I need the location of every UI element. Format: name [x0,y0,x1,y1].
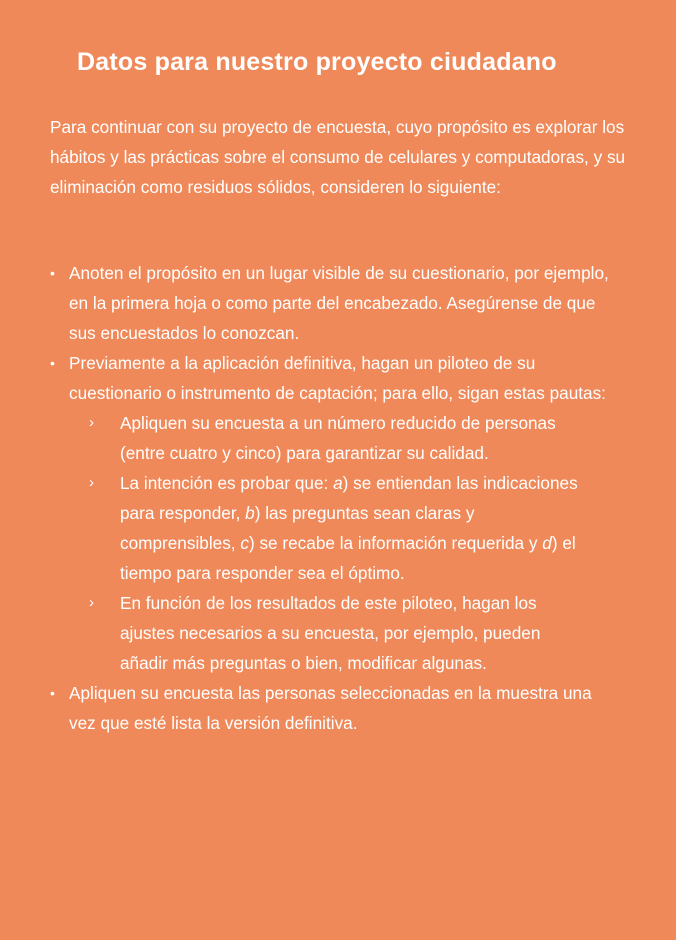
option-letter: b [245,503,255,523]
intro-paragraph: Para continuar con su proyecto de encuesta, cuyo propósito es explorar los hábitos y las prácticas sobre el consumo de celulares y computadoras, y su eliminación como residuos sólidos, consideren lo siguiente: [50,117,626,197]
option-letter: a [333,473,343,493]
sub-item-text: La intención es probar que: a) se entiendan las indicaciones para responder, b) las preguntas sean claras y comprensibles, c) se recabe la información requerida y d) el tiempo para responder sea el óptimo. [120,473,578,583]
bullet-item [50,678,610,738]
sub-item-text: En función de los resultados de este piloteo, hagan los ajustes necesarios a su encuesta, por ejemplo, pueden añadir más preguntas o bien, modificar algunas. [120,593,541,673]
bullet-text: Previamente a la aplicación definitiva, hagan un piloteo de su cuestionario o instrumento de captación; para ello, sigan estas pautas: [69,353,606,403]
bullet-list [50,258,610,738]
sub-list [69,408,610,678]
bullet-icon: • [50,265,55,281]
sub-item [69,408,590,468]
option-letter: c [240,533,249,553]
sub-item [69,588,590,678]
page-title: Datos para nuestro proyecto ciudadano [77,48,557,76]
sub-item [69,468,590,588]
chevron-right-icon: › [89,594,94,611]
option-letter: d [542,533,552,553]
bullet-icon: • [50,355,55,371]
bullet-icon: • [50,685,55,701]
bullet-item [50,348,610,678]
sub-item-text: Apliquen su encuesta a un número reducido de personas (entre cuatro y cinco) para garantizar su calidad. [120,413,556,463]
bullet-text: Anoten el propósito en un lugar visible de su cuestionario, por ejemplo, en la primera hoja o como parte del encabezado. Asegúrense de que sus encuestados lo conozcan. [69,263,609,343]
bullet-item [50,258,610,348]
bullet-text: Apliquen su encuesta las personas seleccionadas en la muestra una vez que esté lista la versión definitiva. [69,683,592,733]
chevron-right-icon: › [89,414,94,431]
chevron-right-icon: › [89,474,94,491]
